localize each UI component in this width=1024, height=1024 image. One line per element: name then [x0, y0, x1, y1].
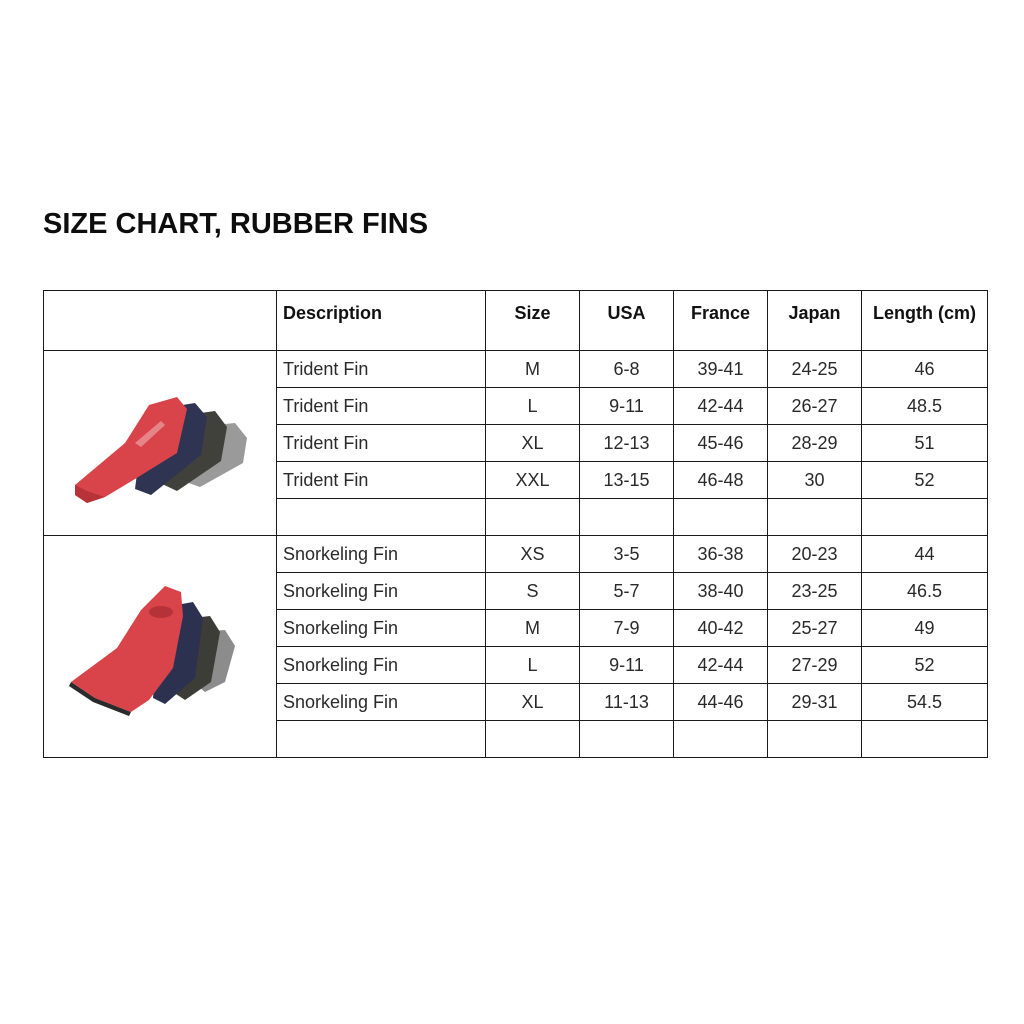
length-cell: 52	[862, 647, 988, 684]
size-cell: XXL	[486, 462, 580, 499]
usa-cell: 7-9	[580, 610, 674, 647]
japan-cell: 28-29	[768, 425, 862, 462]
length-cell: 48.5	[862, 388, 988, 425]
france-cell: 42-44	[674, 388, 768, 425]
france-cell: 46-48	[674, 462, 768, 499]
description-cell: Trident Fin	[277, 351, 486, 388]
description-cell: Snorkeling Fin	[277, 536, 486, 573]
france-cell: 42-44	[674, 647, 768, 684]
japan-cell: 30	[768, 462, 862, 499]
france-cell: 40-42	[674, 610, 768, 647]
header-row	[44, 291, 988, 351]
usa-cell: 12-13	[580, 425, 674, 462]
usa-cell: 11-13	[580, 684, 674, 721]
description-cell: Trident Fin	[277, 388, 486, 425]
image-header	[44, 291, 277, 351]
snorkeling-fin-image-cell	[44, 536, 277, 758]
france-cell: 39-41	[674, 351, 768, 388]
france-cell: 36-38	[674, 536, 768, 573]
length-cell: 54.5	[862, 684, 988, 721]
japan-cell: 27-29	[768, 647, 862, 684]
usa-cell: 9-11	[580, 647, 674, 684]
usa-cell: 3-5	[580, 536, 674, 573]
france-cell: 45-46	[674, 425, 768, 462]
size-cell: M	[486, 610, 580, 647]
page-title: SIZE CHART, RUBBER FINS	[43, 208, 429, 240]
usa-header: USA	[580, 291, 674, 351]
japan-cell: 25-27	[768, 610, 862, 647]
description-cell: Snorkeling Fin	[277, 610, 486, 647]
length-cell: 52	[862, 462, 988, 499]
size-cell: XS	[486, 536, 580, 573]
size-chart-table	[43, 290, 988, 758]
trident-fin-image-cell	[44, 351, 277, 536]
description-header: Description	[277, 291, 486, 351]
usa-cell: 6-8	[580, 351, 674, 388]
japan-cell: 23-25	[768, 573, 862, 610]
table-row	[44, 536, 988, 573]
size-cell: S	[486, 573, 580, 610]
trident-fin-image	[65, 383, 255, 503]
length-cell: 46	[862, 351, 988, 388]
france-cell: 44-46	[674, 684, 768, 721]
size-cell: XL	[486, 425, 580, 462]
japan-header: Japan	[768, 291, 862, 351]
usa-cell: 9-11	[580, 388, 674, 425]
length-cell: 49	[862, 610, 988, 647]
usa-cell: 13-15	[580, 462, 674, 499]
size-header: Size	[486, 291, 580, 351]
size-cell: L	[486, 388, 580, 425]
size-cell: XL	[486, 684, 580, 721]
france-cell: 38-40	[674, 573, 768, 610]
japan-cell: 20-23	[768, 536, 862, 573]
length-header: Length (cm)	[862, 291, 988, 351]
length-cell: 51	[862, 425, 988, 462]
size-cell: M	[486, 351, 580, 388]
usa-cell: 5-7	[580, 573, 674, 610]
description-cell: Snorkeling Fin	[277, 647, 486, 684]
description-cell: Snorkeling Fin	[277, 684, 486, 721]
table-row	[44, 351, 988, 388]
description-cell: Trident Fin	[277, 425, 486, 462]
japan-cell: 26-27	[768, 388, 862, 425]
japan-cell: 29-31	[768, 684, 862, 721]
length-cell: 46.5	[862, 573, 988, 610]
description-cell: Trident Fin	[277, 462, 486, 499]
length-cell: 44	[862, 536, 988, 573]
snorkeling-fin-image	[65, 572, 255, 722]
france-header: France	[674, 291, 768, 351]
japan-cell: 24-25	[768, 351, 862, 388]
size-cell: L	[486, 647, 580, 684]
description-cell: Snorkeling Fin	[277, 573, 486, 610]
